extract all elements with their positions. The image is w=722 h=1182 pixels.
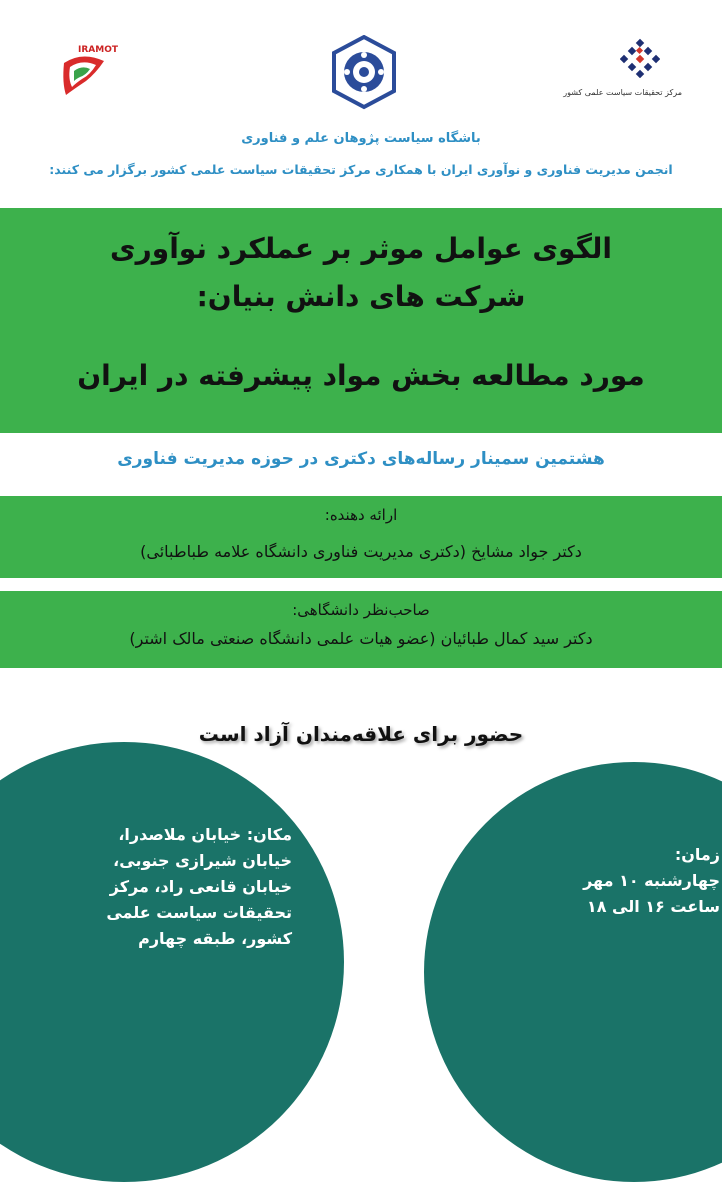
research-center-caption: مرکز تحقیقات سیاست علمی کشور bbox=[563, 88, 682, 97]
club-logo bbox=[328, 35, 400, 110]
title-line-2: شرکت های دانش بنیان: bbox=[196, 280, 526, 313]
seminar-title: هشتمین سمینار رساله‌های دکتری در حوزه مدیریت فناوری bbox=[117, 449, 605, 469]
advisor-name: دکتر سید کمال طبائیان (عضو هیات علمی دانشگاه صنعتی مالک اشتر) bbox=[129, 629, 593, 648]
location-line-1: مکان: خیابان ملاصدرا، bbox=[118, 825, 292, 844]
title-line-1: الگوی عوامل موثر بر عملکرد نوآوری bbox=[110, 232, 612, 265]
advisor-band bbox=[0, 591, 722, 668]
location-info bbox=[102, 822, 292, 952]
location-line-2: خیابان شیرازی جنوبی، bbox=[113, 851, 292, 870]
time-circle bbox=[424, 762, 722, 1182]
presenter-band bbox=[0, 496, 722, 578]
sponsor-organizers: انجمن مدیریت فناوری و نوآوری ایران با همکاری مرکز تحقیقات سیاست علمی کشور برگزار می کنند: bbox=[49, 162, 673, 177]
research-center-logo bbox=[563, 38, 682, 110]
location-line-5: کشور، طبقه چهارم bbox=[138, 929, 292, 948]
location-line-4: تحقیقات سیاست علمی bbox=[106, 903, 292, 922]
time-info bbox=[570, 842, 720, 920]
free-attendance-notice: حضور برای علاقه‌مندان آزاد است bbox=[198, 722, 524, 746]
sponsor-club: باشگاه سیاست پژوهان علم و فناوری bbox=[241, 131, 481, 146]
title-line-3: مورد مطالعه بخش مواد پیشرفته در ایران bbox=[77, 359, 645, 392]
presenter-name: دکتر جواد مشایخ (دکتری مدیریت فناوری دانشگاه علامه طباطبائی) bbox=[140, 542, 582, 561]
iramot-logo bbox=[52, 45, 122, 105]
location-circle bbox=[0, 742, 344, 1182]
location-line-3: خیابان قانعی راد، مرکز bbox=[109, 877, 292, 896]
advisor-label: صاحب‌نظر دانشگاهی: bbox=[292, 601, 430, 619]
presenter-label: ارائه دهنده: bbox=[324, 506, 398, 524]
title-band bbox=[0, 208, 722, 433]
time-line-2: چهارشنبه ۱۰ مهر bbox=[583, 871, 720, 890]
time-line-1: زمان: bbox=[674, 845, 720, 864]
iramot-text: IRAMOT bbox=[78, 45, 118, 55]
time-line-3: ساعت ۱۶ الی ۱۸ bbox=[586, 897, 720, 916]
